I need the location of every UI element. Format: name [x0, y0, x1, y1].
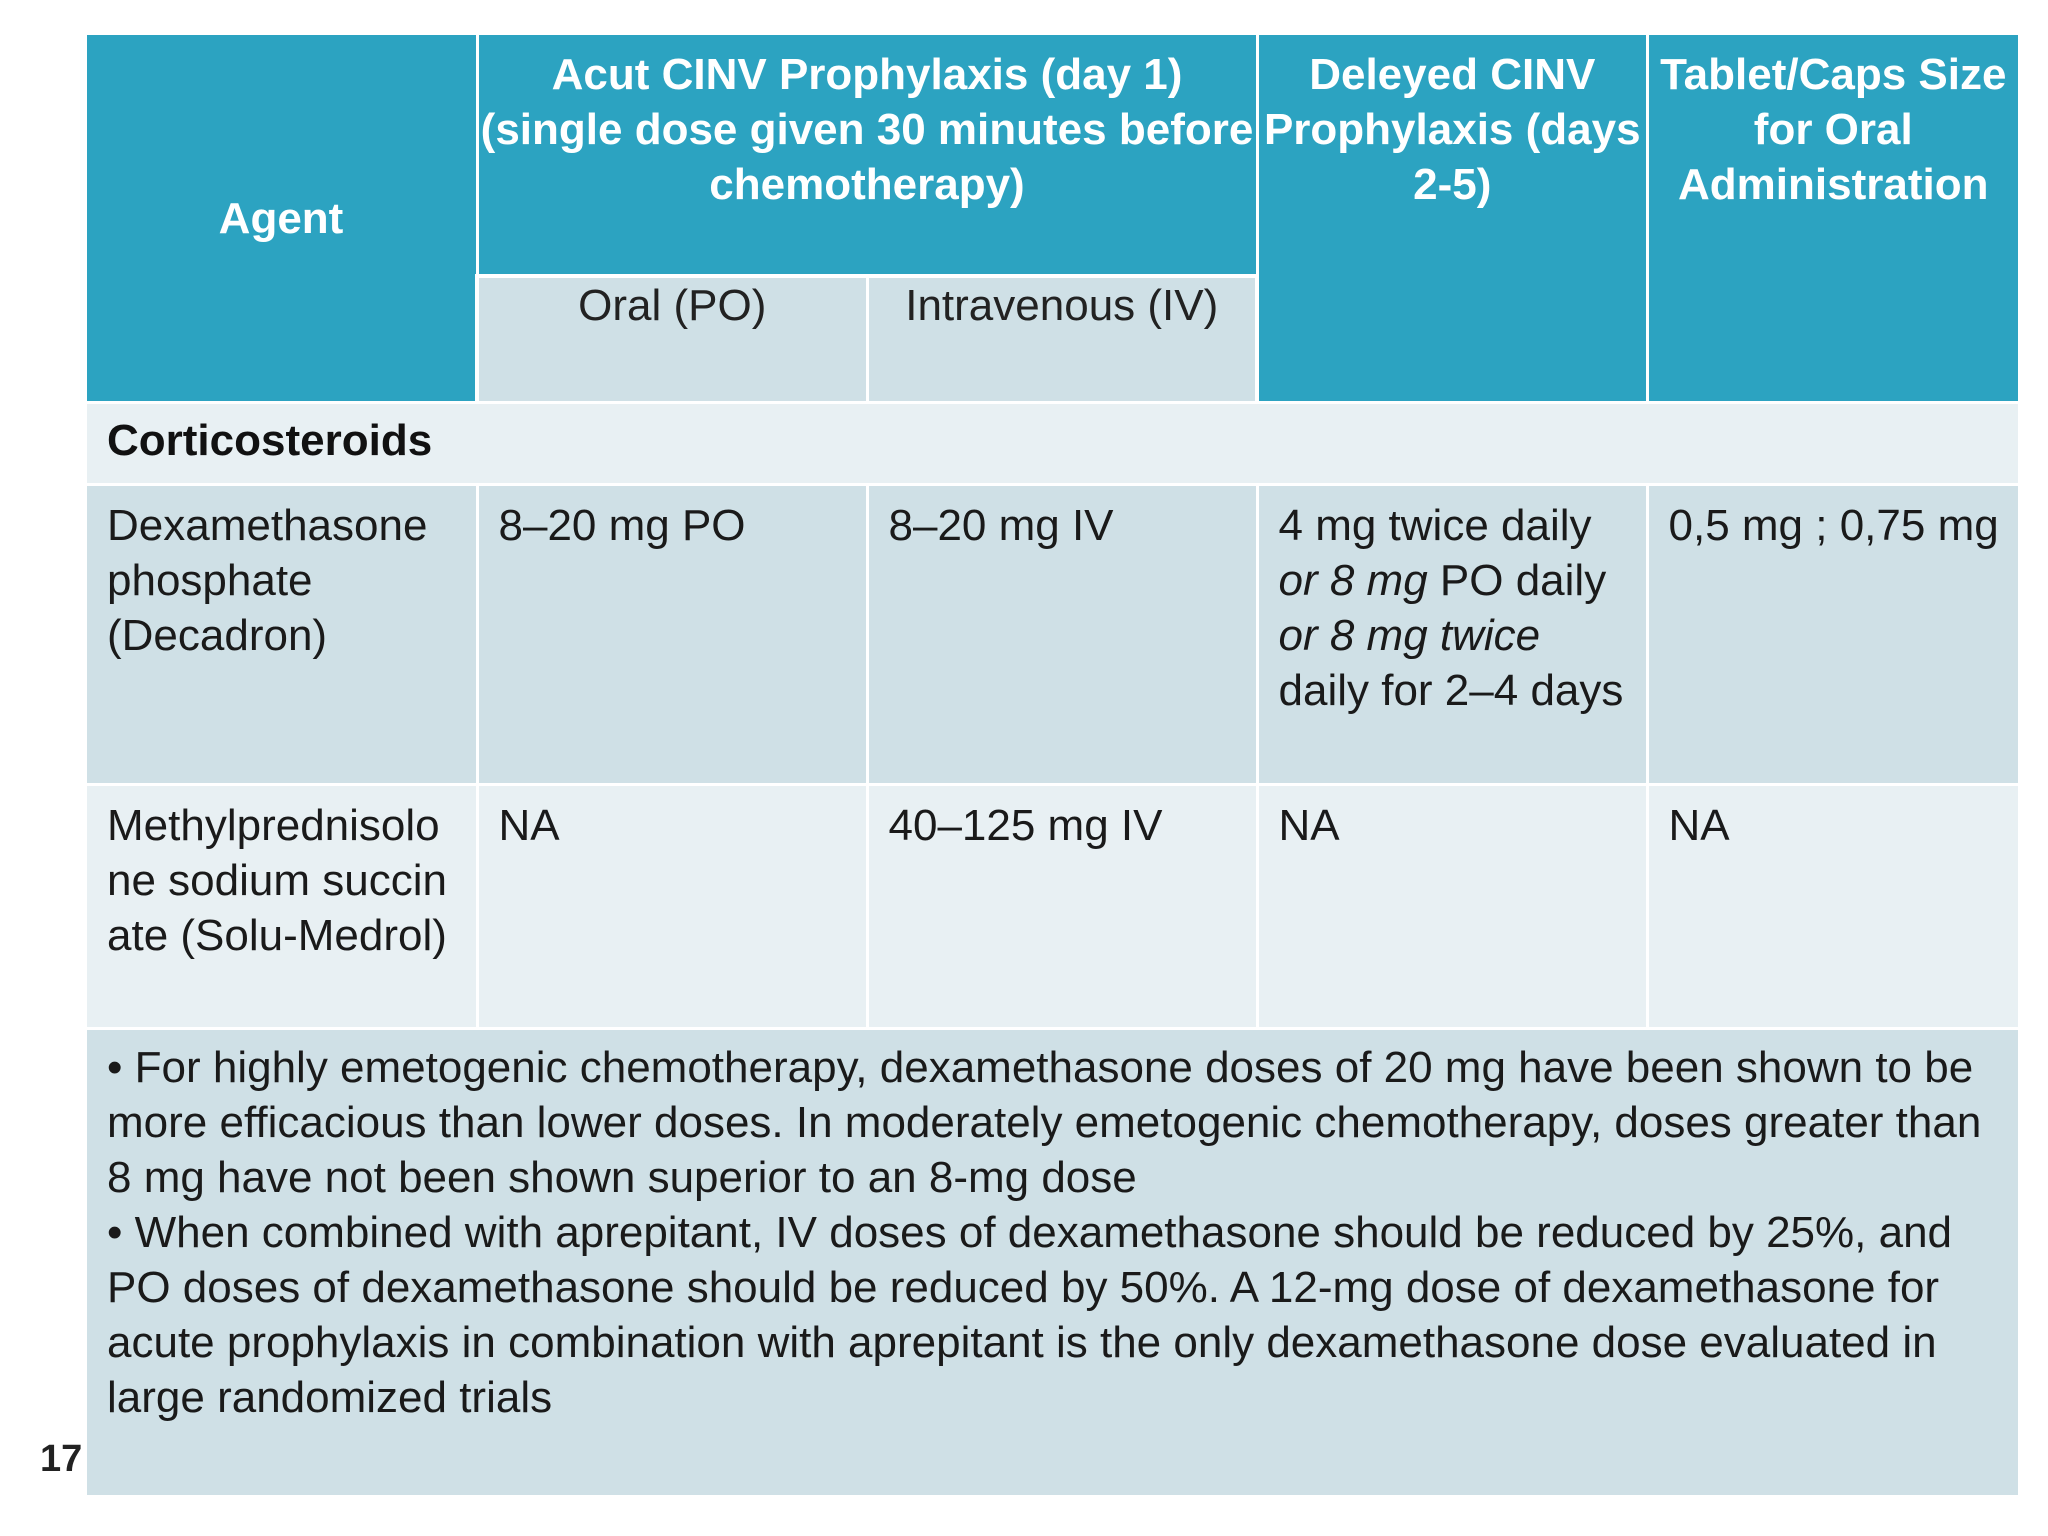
dosing-table	[87, 35, 2018, 1495]
table-row	[87, 785, 2018, 1029]
header-delayed-prophylaxis: Deleyed CINV Prophylaxis (days 2-5)	[1257, 35, 1647, 403]
notes-box	[87, 1029, 2018, 1495]
header-tablet-size: Tablet/Caps Size for Oral Administration	[1647, 35, 2018, 403]
delayed-text-4: or 8 mg twice	[1278, 611, 1541, 660]
header-agent: Agent	[87, 35, 477, 403]
cell-agent: Methylprednisolone sodium succinate (Solu-Medrol)	[87, 785, 477, 1029]
section-corticosteroids: Corticosteroids	[87, 403, 2018, 485]
subheader-iv: Intravenous (IV)	[867, 276, 1257, 403]
table-row	[87, 485, 2018, 785]
note-item: • When combined with aprepitant, IV doses of dexamethasone should be reduced by 25%, and PO doses of dexamethasone should be reduced by 50%. A 12-mg dose of dexamethasone for acute prophylaxis in combination with aprepitant is the only dexamethasone dose evaluated in large randomized trials	[107, 1208, 1953, 1422]
delayed-text-1: 4 mg twice daily	[1278, 501, 1592, 550]
cell-delayed: NA	[1257, 785, 1647, 1029]
note-item: • For highly emetogenic chemotherapy, dexamethasone doses of 20 mg have been shown to be more efficacious than lower doses. In moderately emetogenic chemotherapy, doses greater than 8 mg have not been shown superior to an 8-mg dose	[107, 1043, 1982, 1202]
cell-oral: 8–20 mg PO	[477, 485, 867, 785]
delayed-text-2: or 8 mg	[1278, 556, 1428, 605]
page-number: 17	[40, 1438, 83, 1480]
cell-delayed	[1257, 485, 1647, 785]
cell-iv: 8–20 mg IV	[867, 485, 1257, 785]
cell-iv: 40–125 mg IV	[867, 785, 1257, 1029]
header-acute-prophylaxis: Acut CINV Prophylaxis (day 1) (single dose given 30 minutes before chemotherapy)	[477, 35, 1257, 276]
subheader-oral: Oral (PO)	[477, 276, 867, 403]
cell-tablet: 0,5 mg ; 0,75 mg	[1647, 485, 2018, 785]
delayed-text-5: daily for 2–4 days	[1278, 666, 1624, 715]
cell-tablet: NA	[1647, 785, 2018, 1029]
delayed-text-3: PO daily	[1427, 556, 1607, 605]
cell-agent: Dexamethasone phosphate (Decadron)	[87, 485, 477, 785]
cell-oral: NA	[477, 785, 867, 1029]
